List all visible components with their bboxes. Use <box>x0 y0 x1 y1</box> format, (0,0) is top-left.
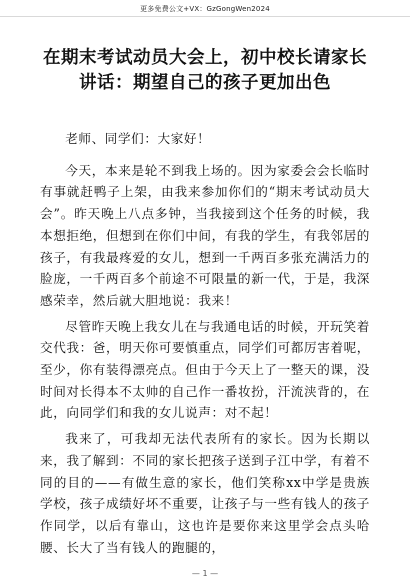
page-number: — 1 — <box>191 569 219 578</box>
paragraph: 尽管昨天晚上我女儿在与我通电话的时候，开玩笑着交代我：爸，明天你可要慎重点，同学们可都厉害着呢，至少，你有装得漂亮点。但由于今天上了一整天的课，没时间对长得本不太帅的自己作一番妆扮，汗流浃背的，在此，向同学们和我的女儿说声：对不起！ <box>40 318 370 421</box>
document-body <box>40 128 370 562</box>
document-title: 在期末考试动员大会上，初中校长请家长讲话：期望自己的孩子更加出色 <box>43 48 367 93</box>
paragraph: 我来了，可我却无法代表所有的家长。因为长期以来，我了解到：不同的家长把孩子送到子江中学，有着不同的目的——有做生意的家长，他们笑称xx中学是贵族学校，孩子成绩好坏不重要，让孩子与一些有钱人的孩子作同学，以后有靠山，这也许是要你来这里学会点头哈腰、长大了当有钱人的跑腿的， <box>40 431 370 555</box>
paragraph: 今天，本来是轮不到我上场的。因为家委会会长临时有事就赶鸭子上架，由我来参加你们的“期末考试动员大会”。昨天晚上八点多钟，当我接到这个任务的时候，我本想拒绝，但想到在你们中间，有我的学生，有我邻居的孩子，有我最疼爱的女儿，想到一千两百多张充满活力的脸庞，一千两百多个前途不可限量的新一代，于是，我深感荣幸，然后就大胆地说：我来！ <box>40 162 370 308</box>
header-divider <box>0 16 410 17</box>
paragraph-greeting: 老师、同学们：大家好！ <box>65 131 211 146</box>
header-note: 更多免费公文+VX：GzGongWen2024 <box>140 5 270 13</box>
